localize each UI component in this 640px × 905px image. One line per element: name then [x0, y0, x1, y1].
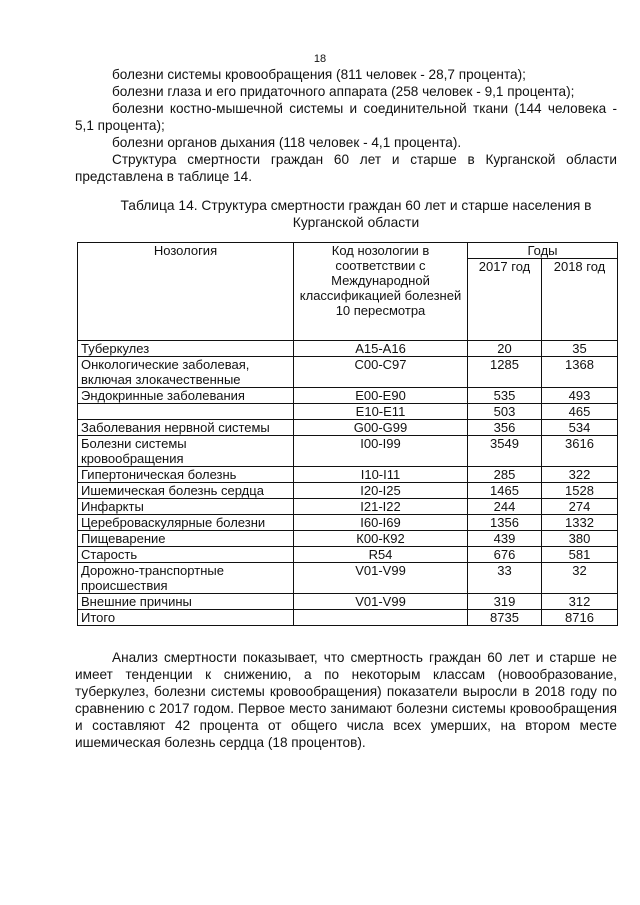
cell-code: К00-К92: [294, 531, 468, 547]
cell-code: G00-G99: [294, 420, 468, 436]
page-number: 18: [313, 53, 327, 65]
cell-2018: 35: [542, 341, 618, 357]
table-row: [78, 388, 618, 404]
header-year-2017: 2017 год: [468, 259, 542, 341]
cell-code: I21-I22: [294, 499, 468, 515]
cell-2017: 1285: [468, 357, 542, 388]
table-body: [78, 341, 618, 626]
cell-code: I00-I99: [294, 436, 468, 467]
cell-nosology: Старость: [78, 547, 294, 563]
intro-line: болезни костно-мышечной системы и соединительной ткани (144 человека - 5,1 процента);: [75, 101, 617, 133]
cell-2018: 493: [542, 388, 618, 404]
cell-2017: 3549: [468, 436, 542, 467]
header-years: Годы: [468, 243, 618, 259]
cell-code: I10-I11: [294, 467, 468, 483]
table-caption: Таблица 14. Структура смертности граждан 60 лет и старше населения в Курганской области: [120, 198, 592, 230]
cell-nosology: Болезни системы кровообращения: [78, 436, 294, 467]
cell-2018: 1368: [542, 357, 618, 388]
cell-nosology: Эндокринные заболевания: [78, 388, 294, 404]
cell-nosology: Заболевания нервной системы: [78, 420, 294, 436]
cell-2018: 3616: [542, 436, 618, 467]
cell-code: I20-I25: [294, 483, 468, 499]
table-row: [78, 420, 618, 436]
cell-2018: 465: [542, 404, 618, 420]
cell-nosology: Ишемическая болезнь сердца: [78, 483, 294, 499]
cell-2017: 285: [468, 467, 542, 483]
table-row: [78, 610, 618, 626]
cell-nosology: Дорожно-транспортные происшествия: [78, 563, 294, 594]
cell-2018: 274: [542, 499, 618, 515]
table-row: [78, 594, 618, 610]
table-row: [78, 467, 618, 483]
header-year-2018: 2018 год: [542, 259, 618, 341]
cell-nosology: Гипертоническая болезнь: [78, 467, 294, 483]
cell-nosology: Внешние причины: [78, 594, 294, 610]
cell-2018: 534: [542, 420, 618, 436]
table-row: [78, 515, 618, 531]
cell-2017: 33: [468, 563, 542, 594]
cell-2018: 1332: [542, 515, 618, 531]
cell-code: С00-С97: [294, 357, 468, 388]
cell-nosology: Онкологические заболевая, включая злокачественные: [78, 357, 294, 388]
cell-code: Е00-Е90: [294, 388, 468, 404]
cell-nosology: [78, 404, 294, 420]
cell-2017: 319: [468, 594, 542, 610]
intro-line: болезни системы кровообращения (811 человек - 28,7 процента);: [112, 67, 526, 82]
table-row: [78, 404, 618, 420]
cell-2017: 20: [468, 341, 542, 357]
intro-line: болезни глаза и его придаточного аппарата (258 человек - 9,1 процента);: [112, 84, 575, 99]
cell-code: R54: [294, 547, 468, 563]
cell-code: V01-V99: [294, 594, 468, 610]
cell-2017: 676: [468, 547, 542, 563]
cell-nosology: Цереброваскулярные болезни: [78, 515, 294, 531]
cell-2018: 32: [542, 563, 618, 594]
table-row: [78, 341, 618, 357]
cell-2017: 503: [468, 404, 542, 420]
table-row: [78, 483, 618, 499]
cell-2018: 581: [542, 547, 618, 563]
cell-nosology: Итого: [78, 610, 294, 626]
header-nosology: Нозология: [78, 243, 294, 341]
table-row: [78, 563, 618, 594]
table-row: [78, 547, 618, 563]
intro-text: [75, 66, 617, 185]
table-row: [78, 499, 618, 515]
table-row: [78, 357, 618, 388]
mortality-table: [77, 242, 618, 626]
cell-nosology: Инфаркты: [78, 499, 294, 515]
table-row: [78, 531, 618, 547]
cell-2017: 439: [468, 531, 542, 547]
header-code: Код нозологии в соответствии с Международной классификацией болезней 10 пересмотра: [294, 243, 468, 341]
cell-2018: 312: [542, 594, 618, 610]
cell-2017: 244: [468, 499, 542, 515]
cell-nosology: Туберкулез: [78, 341, 294, 357]
cell-2017: 535: [468, 388, 542, 404]
intro-line: Структура смертности граждан 60 лет и старше в Курганской области представлена в таблице 14.: [75, 152, 617, 184]
cell-code: А15-А16: [294, 341, 468, 357]
cell-2017: 8735: [468, 610, 542, 626]
cell-code: I60-I69: [294, 515, 468, 531]
intro-line: болезни органов дыхания (118 человек - 4,1 процента).: [112, 135, 462, 150]
cell-2018: 1528: [542, 483, 618, 499]
cell-nosology: Пищеварение: [78, 531, 294, 547]
cell-2018: 380: [542, 531, 618, 547]
table-row: [78, 436, 618, 467]
cell-2017: 1465: [468, 483, 542, 499]
analysis-paragraph: Анализ смертности показывает, что смертность граждан 60 лет и старше не имеет тенденции к снижению, а по некоторым классам (новообразование, туберкулез, болезни системы кровообращения) показатели выросли в 2018 году по сравнению с 2017 годом. Первое место занимают болезни системы кровообращения и составляют 42 процента от общего числа всех умерших, на втором месте ишемическая болезнь сердца (18 процентов).: [75, 650, 617, 750]
cell-2018: 8716: [542, 610, 618, 626]
cell-code: Е10-Е11: [294, 404, 468, 420]
cell-2017: 1356: [468, 515, 542, 531]
cell-code: [294, 610, 468, 626]
cell-2017: 356: [468, 420, 542, 436]
cell-code: V01-V99: [294, 563, 468, 594]
cell-2018: 322: [542, 467, 618, 483]
